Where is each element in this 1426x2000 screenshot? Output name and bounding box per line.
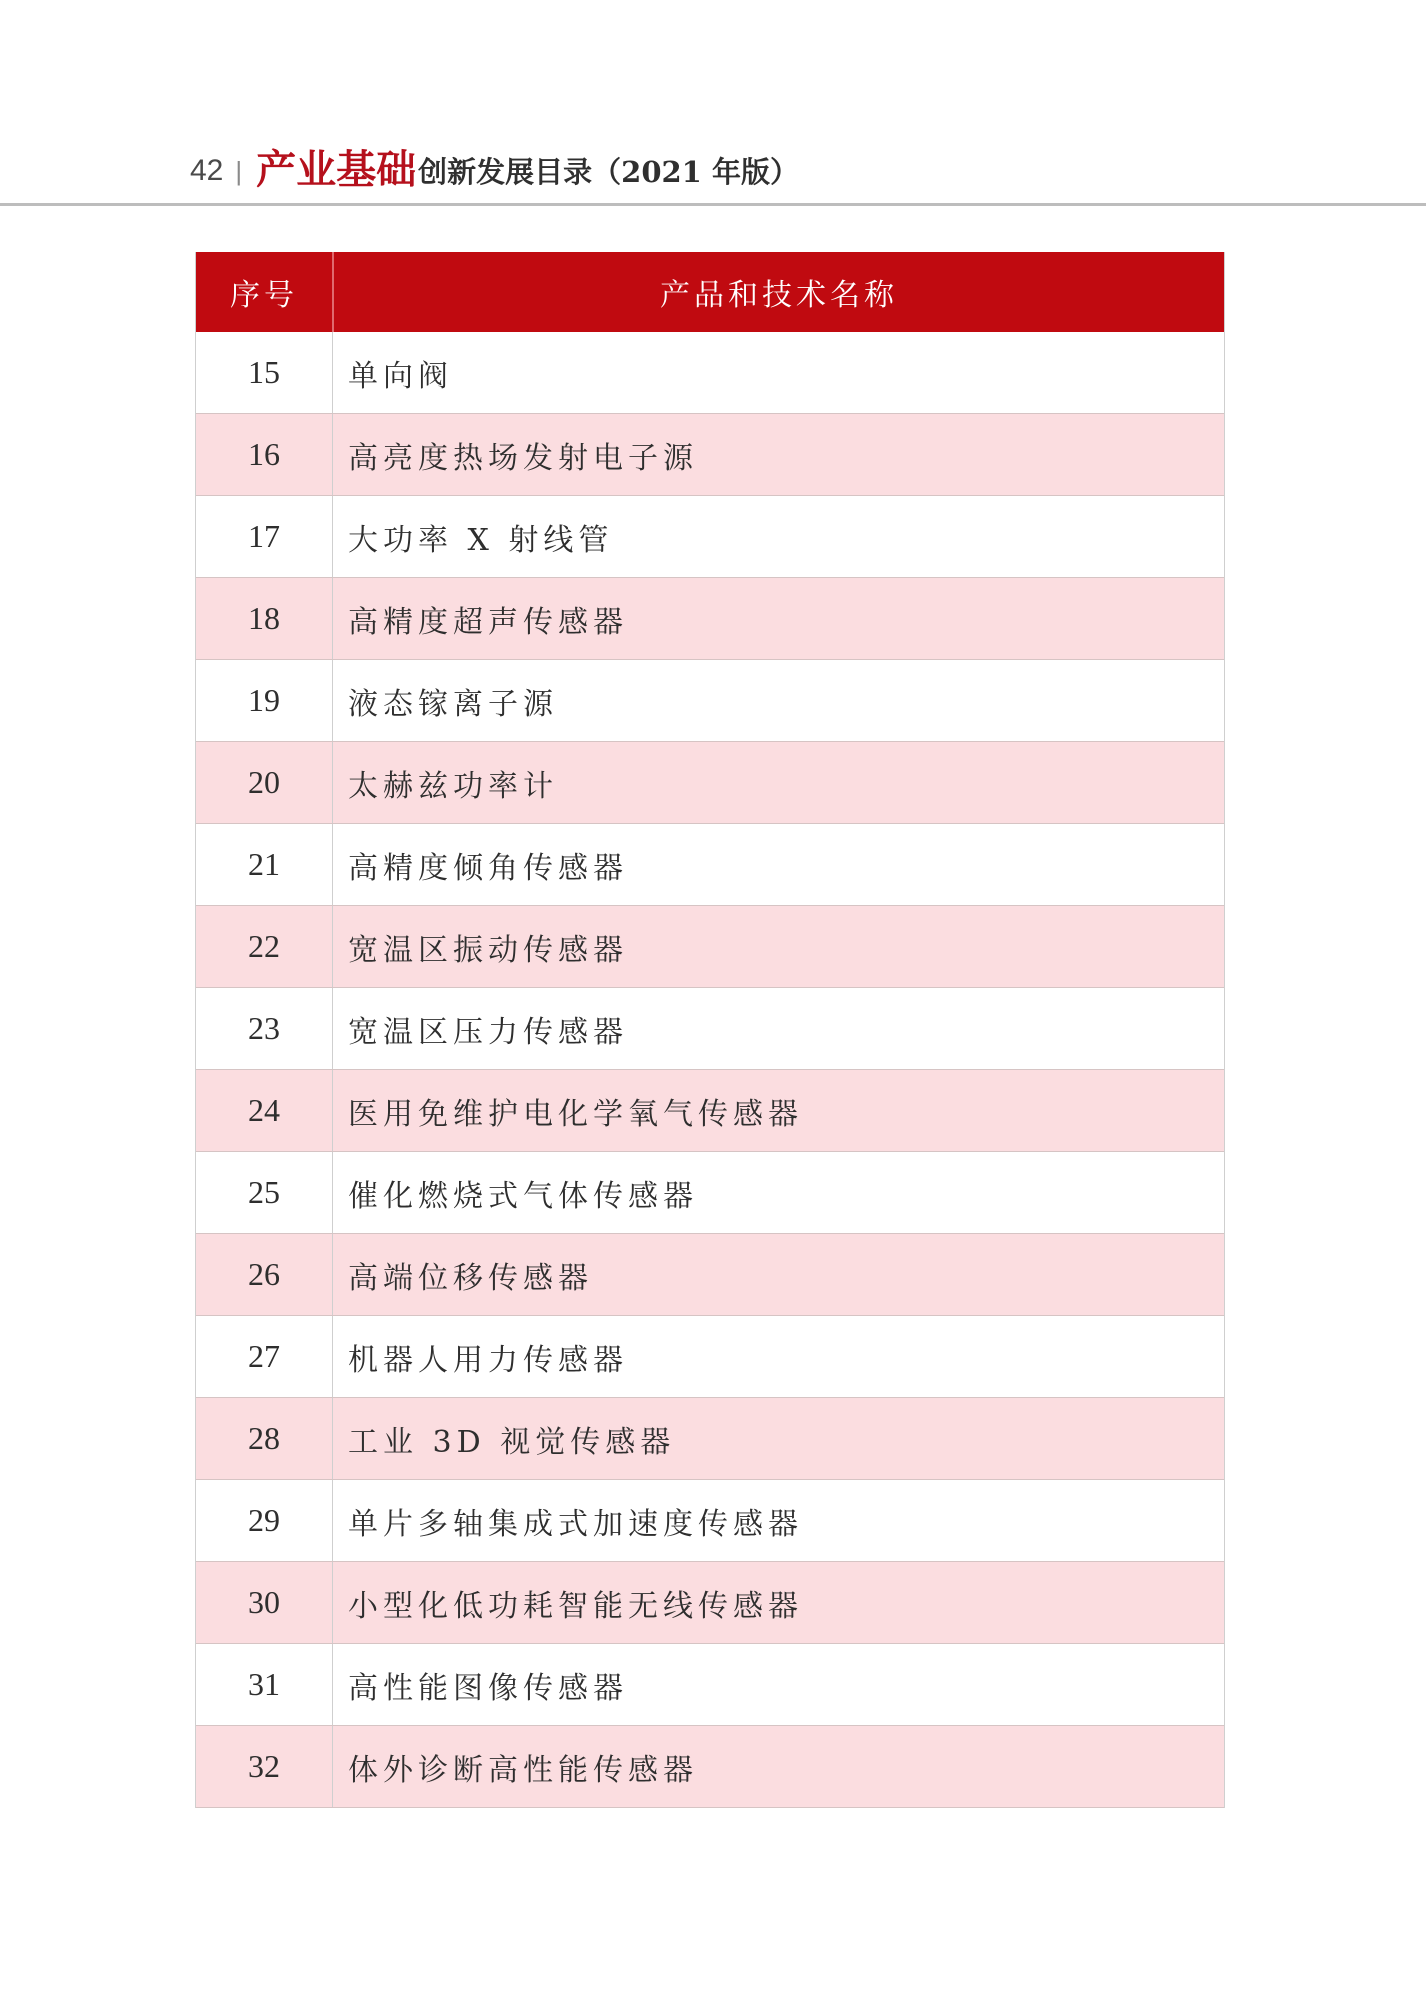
column-header-name: 产品和技术名称 — [660, 278, 898, 313]
row-number: 20 — [196, 742, 333, 823]
page-number: 42 — [190, 154, 224, 187]
table-row — [196, 1480, 1224, 1562]
row-name: 宽温区振动传感器 — [348, 932, 628, 968]
table-row — [196, 332, 1224, 414]
row-number: 21 — [196, 824, 333, 905]
book-title-main: 产业基础 — [256, 146, 417, 193]
row-name: 体外诊断高性能传感器 — [348, 1752, 698, 1788]
table-row — [196, 824, 1224, 906]
header-rule — [0, 203, 1426, 206]
row-name: 液态镓离子源 — [348, 686, 558, 722]
table-row — [196, 1316, 1224, 1398]
row-name: 高性能图像传感器 — [348, 1670, 628, 1706]
row-name: 高精度超声传感器 — [348, 604, 628, 640]
row-name: 单向阀 — [348, 358, 453, 394]
table-header — [196, 252, 1224, 332]
row-number: 16 — [196, 414, 333, 495]
row-name: 大功率 X 射线管 — [348, 522, 614, 558]
row-name: 宽温区压力传感器 — [348, 1014, 628, 1050]
row-number: 28 — [196, 1398, 333, 1479]
table-body — [196, 332, 1224, 1808]
row-number: 26 — [196, 1234, 333, 1315]
row-name: 催化燃烧式气体传感器 — [348, 1178, 698, 1214]
row-name: 高端位移传感器 — [348, 1260, 593, 1296]
row-name: 单片多轴集成式加速度传感器 — [348, 1506, 803, 1542]
row-number: 27 — [196, 1316, 333, 1397]
header-separator: | — [235, 156, 243, 186]
table-row — [196, 660, 1224, 742]
book-title-rest: 创新发展目录（2021 年版） — [418, 155, 799, 189]
page-header — [190, 138, 799, 194]
column-header-number: 序号 — [196, 252, 334, 332]
row-number: 32 — [196, 1726, 333, 1807]
row-number: 23 — [196, 988, 333, 1069]
table-row — [196, 414, 1224, 496]
row-number: 25 — [196, 1152, 333, 1233]
row-number: 29 — [196, 1480, 333, 1561]
row-number: 17 — [196, 496, 333, 577]
row-number: 24 — [196, 1070, 333, 1151]
row-number: 18 — [196, 578, 333, 659]
row-name: 机器人用力传感器 — [348, 1342, 628, 1378]
row-number: 19 — [196, 660, 333, 741]
row-name: 太赫兹功率计 — [348, 768, 558, 804]
row-number: 15 — [196, 332, 333, 413]
table-row — [196, 1234, 1224, 1316]
table-row — [196, 1070, 1224, 1152]
table-row — [196, 906, 1224, 988]
table-row — [196, 1398, 1224, 1480]
row-name: 医用免维护电化学氧气传感器 — [348, 1096, 803, 1132]
table-row — [196, 988, 1224, 1070]
row-number: 30 — [196, 1562, 333, 1643]
row-name: 高精度倾角传感器 — [348, 850, 628, 886]
row-name: 工业 3D 视觉传感器 — [348, 1424, 676, 1460]
table-row — [196, 1644, 1224, 1726]
table-row — [196, 742, 1224, 824]
table-row — [196, 496, 1224, 578]
row-number: 31 — [196, 1644, 333, 1725]
row-name: 高亮度热场发射电子源 — [348, 440, 698, 476]
table-row — [196, 1726, 1224, 1808]
table-row — [196, 1562, 1224, 1644]
row-name: 小型化低功耗智能无线传感器 — [348, 1588, 803, 1624]
table-row — [196, 578, 1224, 660]
row-number: 22 — [196, 906, 333, 987]
catalog-table — [195, 252, 1225, 1808]
table-row — [196, 1152, 1224, 1234]
